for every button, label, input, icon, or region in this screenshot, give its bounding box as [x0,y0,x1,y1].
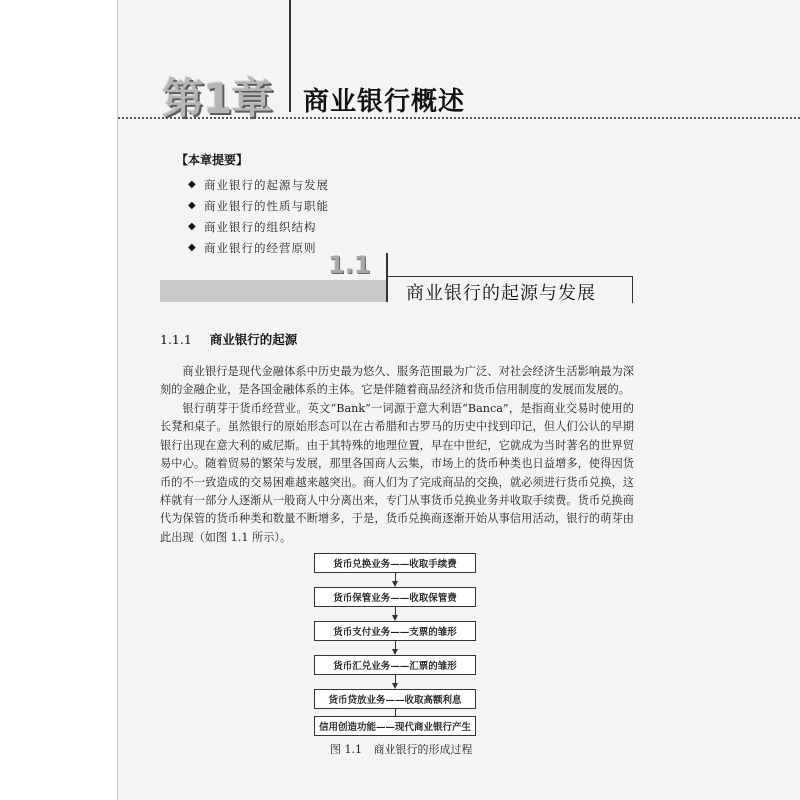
flowchart-step: 信用创造功能——现代商业银行产生 [314,716,476,736]
subsection-title: 商业银行的起源 [209,332,298,347]
body-paragraph: 商业银行是现代金融体系中历史最为悠久、服务范围最为广泛、对社会经济生活影响最为深刻的金融企业，是各国金融体系的主体。它是伴随着商品经济和货币信用制度的发展而发展的。 [160,365,634,397]
flowchart-step: 货币保管业务——收取保管费 [314,587,476,607]
summary-item-text: 商业银行的性质与职能 [204,198,329,213]
section-title: 商业银行的起源与发展 [406,283,596,304]
flowchart-step: 货币兑换业务——收取手续费 [314,553,476,573]
summary-heading: 【本章提要】 [176,153,249,167]
subsection-number: 1.1.1 [160,332,192,347]
body-paragraph: 银行萌芽于货币经营业。英文“Bank”一词源于意大利语“Banca”，是指商业交易时使用的长凳和桌子。虽然银行的原始形态可以在古希腊和古罗马的历史中找到印记，但人们公认的早期银行出现在意大利的威尼斯。由于其特殊的地理位置，早在中世纪，它就成为当时著名的世界贸易中心。随着贸易的繁荣与发展，那里各国商人云集，市场上的货币种类也日益增多，使得因货币的不一致造成的交易困难越来越突出。商人们为了完成商品的交换，就必须进行货币兑换，这样就有一部分人逐渐从一般商人中分离出来，专门从事货币兑换业务并收取手续费。货币兑换商代为保管的货币种类和数量不断增多，于是，货币兑换商逐渐开始从事信用活动，银行的萌芽由此出现（如图 1.1 所示）。 [160,402,634,544]
flowchart-step: 货币汇兑业务——汇票的雏形 [314,655,476,675]
flowchart-step: 货币贷放业务——收取高额利息 [314,689,476,709]
chapter-number: 第1章 [162,74,273,123]
figure-caption-number: 图 1.1 [330,743,362,756]
chapter-title: 商业银行概述 [303,87,466,117]
diamond-bullet-icon: ◆ [188,242,196,253]
diamond-bullet-icon: ◆ [188,221,196,232]
flowchart-step: 货币支付业务——支票的雏形 [314,621,476,641]
diamond-bullet-icon: ◆ [188,179,196,190]
summary-item-text: 商业银行的经营原则 [204,240,317,255]
summary-item-text: 商业银行的组织结构 [204,219,317,234]
section-number: 1.1 [328,251,371,279]
figure-caption-text: 商业银行的形成过程 [373,743,473,756]
figure-caption [330,741,473,757]
diamond-bullet-icon: ◆ [188,200,196,211]
summary-item-text: 商业银行的起源与发展 [204,177,329,192]
